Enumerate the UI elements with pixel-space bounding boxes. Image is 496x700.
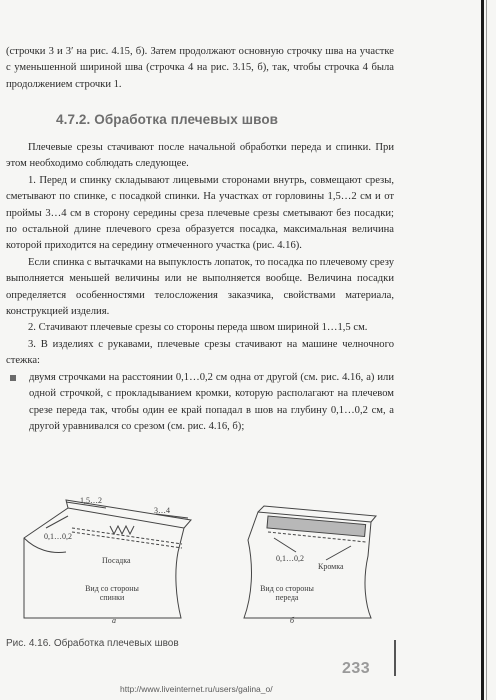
paragraph: 2. Стачивают плечевые срезы со стороны переда швом шириной 1…1,5 см. [28,322,368,334]
stitch-line-2 [72,532,182,548]
panel-letter-b: б [290,616,295,625]
dim-label-seam-a: 0,1…0,2 [44,532,72,541]
continued-paragraph [6,44,394,93]
body-text [6,140,394,435]
watermark-url: http://www.liveinternet.ru/users/galina_o/ [120,684,273,694]
label-view-front: Вид со стороны переда [260,584,314,602]
tape-strip [267,516,366,536]
page-number: 233 [342,660,371,677]
label-view-back: Вид со стороны спинки [85,584,139,602]
dim-label-neck: 1,5…2 [80,496,102,505]
stitch-line-1 [72,528,182,544]
page-number-rule [394,640,396,676]
paragraph: Если спинка с вытачками на выпуклость лопаток, то посадка по плечевому срезу выполняется меньшей величины или не выполняется вообще. Величина посадки определяется особенностями телосложения заказчика, свойствами материала, конструкцией изделия. [6,256,394,318]
label-posadka: Посадка [102,556,131,565]
paragraph-text: (строчки 3 и 3′ на рис. 4.15, б). Затем продолжают основную строчку шва на участке с уменьшенной шириной шва (строчка 4 на рис. 3.15, б), так, чтобы строчка 4 была продолжением строчки 1. [6,46,394,90]
pointer-seam [46,516,68,528]
section-heading: 4.7.2. Обработка плечевых швов [56,112,279,127]
square-bullet-icon [10,375,16,381]
paragraph: Плечевые срезы стачивают после начальной обработки переда и спинки. При этом необходимо соблюдать следующее. [6,142,394,170]
page-edge-rule [481,0,484,700]
paragraph: 3. В изделиях с рукавами, плечевые срезы стачивают на машине челночного стежка: [6,338,394,367]
dim-label-seam-b: 0,1…0,2 [276,554,304,563]
figure-caption: Рис. 4.16. Обработка плечевых швов [6,638,179,649]
panel-letter-a: а [112,616,116,625]
paragraph: 1. Перед и спинку складывают лицевыми сторонами внутрь, совмещают срезы, сметывают по спинке, с посадкой спинки. На участках от горловины 1,5…2 см и от проймы 3…4 см в сторону середины среза плечевые срезы сметывают без посадки; по остальной длине плечевого среза образуется посадка, максимальная величина которой приходится на середину отмеченного участка (рис. 4.16). [6,174,394,252]
page-edge-shadow [486,0,487,700]
bullet-list-item [6,370,394,436]
bullet-text: двумя строчками на расстоянии 0,1…0,2 см одна от другой (см. рис. 4.16, а) или одной строчкой, с прокладыванием кромки, которую располагают на плечевом срезе переда так, чтобы один ее край попадал в шов на глубину 0,1…0,2 см, а другой уравнивался со срезом (см. рис. 4.16, б); [29,371,394,432]
pointer-tape [326,546,351,560]
dim-label-armhole: 3…4 [154,506,170,515]
ease-gathers [110,526,134,534]
figure-4-16 [6,488,396,638]
pointer-seam-b [274,538,296,552]
label-kromka: Кромка [318,562,344,571]
